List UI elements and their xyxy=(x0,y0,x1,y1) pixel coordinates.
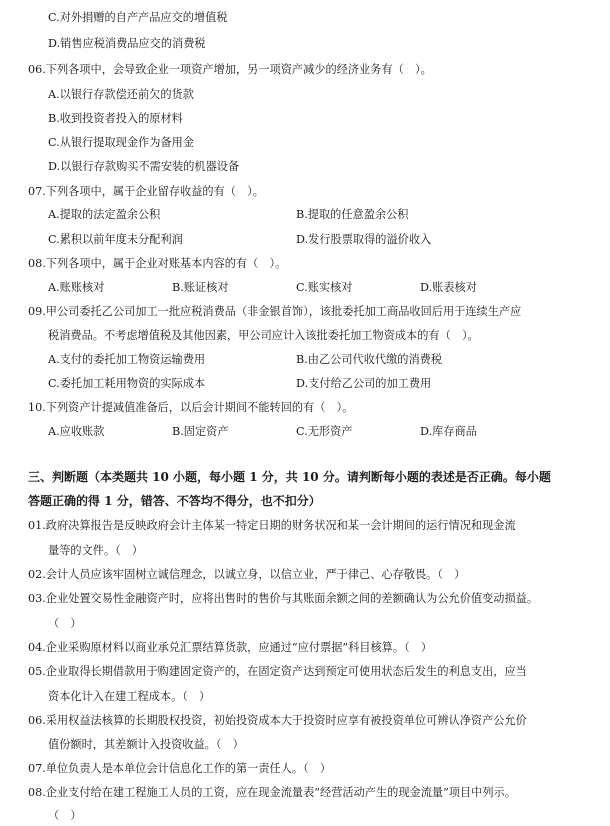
q07-option-d: D.发行股票取得的溢价收入 xyxy=(296,233,432,246)
q06-option-d: D.以银行存款购买不需安装的机器设备 xyxy=(48,160,240,173)
q10-option-b: B.固定资产 xyxy=(172,425,229,438)
q09-stem-line2: 税消费品。不考虑增值税及其他因素，甲公司应计入该批委托加工物资成本的有（ ）。 xyxy=(48,329,479,342)
j08-line1: 08.企业支付给在建工程施工人员的工资，应在现金流量表“经营活动产生的现金流量”项目中列示。 xyxy=(28,786,516,799)
j06-line2: 值份额时，其差额计入投资收益。（ ） xyxy=(48,738,244,751)
q08-option-d: D.账表核对 xyxy=(420,281,477,294)
q07-option-b: B.提取的任意盈余公积 xyxy=(296,208,409,221)
j03-line1: 03.企业处置交易性金融资产时，应将出售时的售价与其账面余额之间的差额确认为公允价值变动损益。 xyxy=(28,592,539,605)
q07-option-c: C.累积以前年度未分配利润 xyxy=(48,233,183,246)
q09-option-b: B.由乙公司代收代缴的消费税 xyxy=(296,353,443,366)
q09-option-c: C.委托加工耗用物资的实际成本 xyxy=(48,377,206,390)
j05-line2: 资本化计入在建工程成本。（ ） xyxy=(48,690,211,703)
q09-stem-line1: 09.甲公司委托乙公司加工一批应税消费品（非金银首饰），该批委托加工商品收回后用于连续生产应 xyxy=(28,305,522,318)
j05-line1: 05.企业取得长期借款用于购建固定资产的，在固定资产达到预定可使用状态后发生的利息支出，应当 xyxy=(28,665,527,678)
q08-option-c: C.账实核对 xyxy=(296,281,353,294)
q06-option-c: C.从银行提取现金作为备用金 xyxy=(48,136,194,149)
q06-option-a: A.以银行存款偿还前欠的货款 xyxy=(48,88,194,101)
j03-line2: （ ） xyxy=(48,617,82,630)
j06-line1: 06.采用权益法核算的长期股权投资，初始投资成本大于投资时应享有被投资单位可辨认净资产公允价 xyxy=(28,714,527,727)
q07-option-a: A.提取的法定盈余公积 xyxy=(48,208,161,221)
q05-option-d: D.销售应税消费品应交的消费税 xyxy=(48,37,206,50)
j01-line1: 01.政府决算报告是反映政府会计主体某一特定日期的财务状况和某一会计期间的运行情况和现金流 xyxy=(28,519,516,532)
q08-stem: 08.下列各项中，属于企业对账基本内容的有（ ）。 xyxy=(28,257,287,270)
q10-option-a: A.应收账款 xyxy=(48,425,105,438)
q07-stem: 07.下列各项中，属于企业留存收益的有（ ）。 xyxy=(28,185,264,198)
j01-line2: 量等的文件。（ ） xyxy=(48,544,144,557)
q08-option-a: A.账账核对 xyxy=(48,281,105,294)
j02-line1: 02.会计人员应该牢固树立诚信理念，以诚立身，以信立业，严于律己、心存敬畏。（ ） xyxy=(28,568,466,581)
q09-option-a: A.支付的委托加工物资运输费用 xyxy=(48,353,206,366)
section3-heading-line1: 三、判断题（本类题共 10 小题，每小题 1 分，共 10 分。请判断每小题的表述是否正确。每小题 xyxy=(28,470,551,484)
q10-stem: 10.下列资产计提减值准备后，以后会计期间不能转回的有（ ）。 xyxy=(28,401,354,414)
q09-option-d: D.支付给乙公司的加工费用 xyxy=(296,377,432,390)
q10-option-c: C.无形资产 xyxy=(296,425,353,438)
j04-line1: 04.企业采购原材料以商业承兑汇票结算货款，应通过“应付票据”科目核算。（ ） xyxy=(28,641,433,654)
q10-option-d: D.库存商品 xyxy=(420,425,477,438)
q06-option-b: B.收到投资者投入的原材料 xyxy=(48,112,183,125)
j08-line2: （ ） xyxy=(48,809,82,822)
q05-option-c: C.对外捐赠的自产产品应交的增值税 xyxy=(48,11,228,24)
section3-heading-line2: 答题正确的得 1 分，错答、不答均不得分，也不扣分） xyxy=(28,494,321,508)
q06-stem: 06.下列各项中，会导致企业一项资产增加，另一项资产减少的经济业务有（ ）。 xyxy=(28,63,432,76)
j07-line1: 07.单位负责人是本单位会计信息化工作的第一责任人。（ ） xyxy=(28,762,332,775)
q08-option-b: B.账证核对 xyxy=(172,281,229,294)
